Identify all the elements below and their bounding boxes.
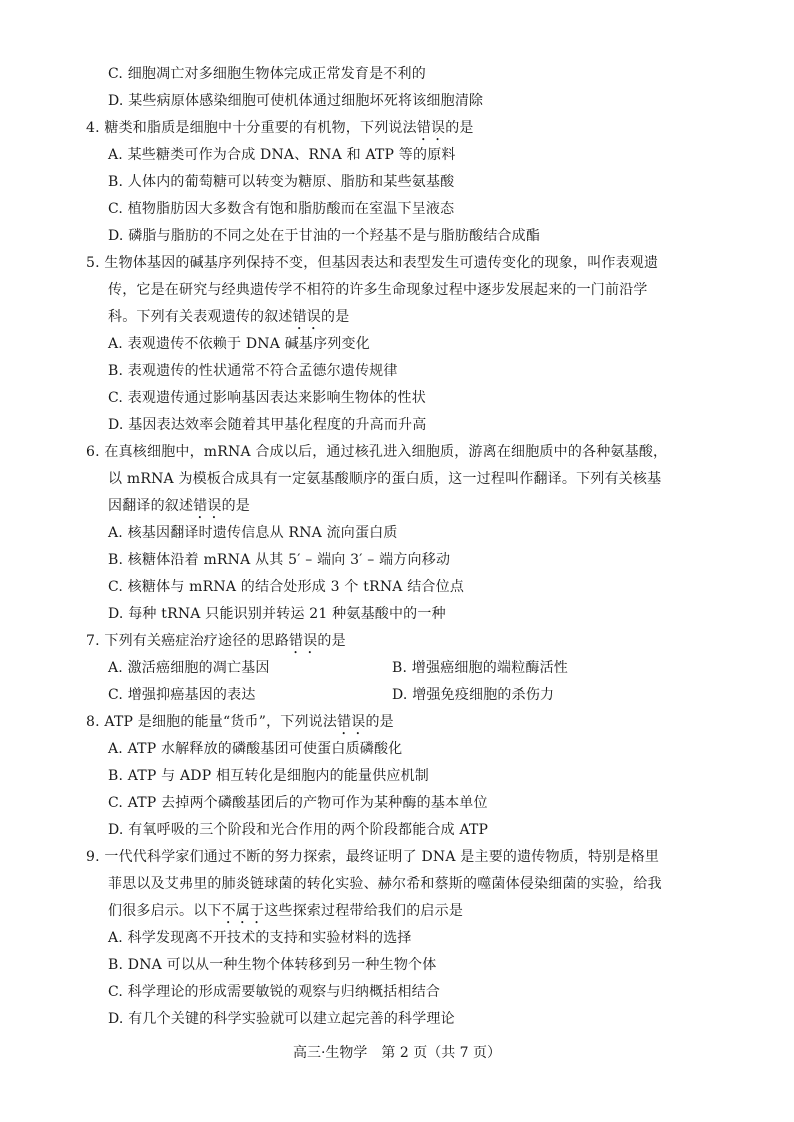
emphasis-mark: 错误 — [289, 633, 318, 649]
q6-stem-line3: 因翻译的叙述错误的是 — [108, 498, 251, 514]
q4-stem: 4. 糖类和脂质是细胞中十分重要的有机物，下列说法错误的是 — [86, 120, 474, 136]
q5-option-a: A. 表观遗传不依赖于 DNA 碱基序列变化 — [108, 336, 370, 352]
emphasis-mark: 错误 — [193, 498, 222, 514]
q7-stem: 7. 下列有关癌症治疗途径的思路错误的是 — [86, 633, 346, 649]
q8-option-a: A. ATP 水解释放的磷酸基团可使蛋白质磷酸化 — [108, 741, 403, 757]
q8-stem: 8. ATP 是细胞的能量“货币”，下列说法错误的是 — [86, 714, 394, 730]
q9-stem-line3: 们很多启示。以下不属于这些探索过程带给我们的启示是 — [108, 903, 464, 919]
q4-option-c: C. 植物脂肪因大多数含有饱和脂肪酸而在室温下呈液态 — [108, 201, 455, 217]
q5-stem-line2: 传，它是在研究与经典遗传学不相符的许多生命现象过程中逐步发展起来的一门前沿学 — [108, 282, 648, 298]
q8-option-c: C. ATP 去掉两个磷酸基团后的产物可作为某种酶的基本单位 — [108, 795, 488, 811]
emphasis-mark: 错误 — [292, 309, 322, 325]
q7-option-b: B. 增强癌细胞的端粒酶活性 — [392, 660, 568, 676]
q5-stem-line3: 科。下列有关表观遗传的叙述错误的是 — [108, 309, 350, 325]
q9-option-d: D. 有几个关键的科学实验就可以建立起完善的科学理论 — [108, 1011, 455, 1027]
q5-option-b: B. 表观遗传的性状通常不符合孟德尔遗传规律 — [108, 363, 398, 379]
q5-option-d: D. 基因表达效率会随着其甲基化程度的升高而升高 — [108, 417, 427, 433]
emphasis-mark: 不属于 — [221, 903, 265, 919]
q7-option-d: D. 增强免疫细胞的杀伤力 — [392, 687, 555, 703]
q6-stem-line2: 以 mRNA 为模板合成具有一定氨基酸顺序的蛋白质，这一过程叫作翻译。下列有关核基 — [108, 471, 662, 487]
q7-option-c: C. 增强抑癌基因的表达 — [108, 687, 256, 703]
q9-option-c: C. 科学理论的形成需要敏锐的观察与归纳概括相结合 — [108, 984, 441, 1000]
q3-option-c: C. 细胞凋亡对多细胞生物体完成正常发育是不利的 — [108, 66, 426, 82]
q9-option-b: B. DNA 可以从一种生物个体转移到另一种生物个体 — [108, 957, 437, 973]
q8-option-b: B. ATP 与 ADP 相互转化是细胞内的能量供应机制 — [108, 768, 429, 784]
q5-stem-line1: 5. 生物体基因的碱基序列保持不变，但基因表达和表型发生可遗传变化的现象，叫作表观遗 — [86, 255, 659, 271]
emphasis-mark: 错误 — [416, 120, 446, 136]
q9-stem-line1: 9. 一代代科学家们通过不断的努力探索，最终证明了 DNA 是主要的遗传物质，特别是格里 — [86, 849, 660, 865]
q9-stem-line2: 菲思以及艾弗里的肺炎链球菌的转化实验、赫尔希和蔡斯的噬菌体侵染细菌的实验，给我 — [108, 876, 662, 892]
q3-option-d: D. 某些病原体感染细胞可使机体通过细胞坏死将该细胞清除 — [108, 93, 484, 109]
q6-option-a: A. 核基因翻译时遗传信息从 RNA 流向蛋白质 — [108, 525, 398, 541]
q4-option-d: D. 磷脂与脂肪的不同之处在于甘油的一个羟基不是与脂肪酸结合成酯 — [108, 228, 541, 244]
q5-option-c: C. 表观遗传通过影响基因表达来影响生物体的性状 — [108, 390, 426, 406]
q6-option-d: D. 每种 tRNA 只能识别并转运 21 种氨基酸中的一种 — [108, 606, 446, 622]
q4-option-a: A. 某些糖类可作为合成 DNA、RNA 和 ATP 等的原料 — [108, 147, 456, 163]
q6-stem-line1: 6. 在真核细胞中，mRNA 合成以后，通过核孔进入细胞质，游离在细胞质中的各种氨基酸， — [86, 444, 668, 460]
q4-option-b: B. 人体内的葡萄糖可以转变为糖原、脂肪和某些氨基酸 — [108, 174, 455, 190]
q7-option-a: A. 激活癌细胞的凋亡基因 — [108, 660, 270, 676]
q8-option-d: D. 有氧呼吸的三个阶段和光合作用的两个阶段都能合成 ATP — [108, 822, 489, 838]
emphasis-mark: 错误 — [337, 714, 366, 730]
q6-option-b: B. 核糖体沿着 mRNA 从其 5′ – 端向 3′ – 端方向移动 — [108, 552, 451, 568]
q9-option-a: A. 科学发现离不开技术的支持和实验材料的选择 — [108, 930, 412, 946]
q6-option-c: C. 核糖体与 mRNA 的结合处形成 3 个 tRNA 结合位点 — [108, 579, 465, 595]
page-footer: 高三·生物学 第 2 页（共 7 页） — [292, 1045, 502, 1061]
